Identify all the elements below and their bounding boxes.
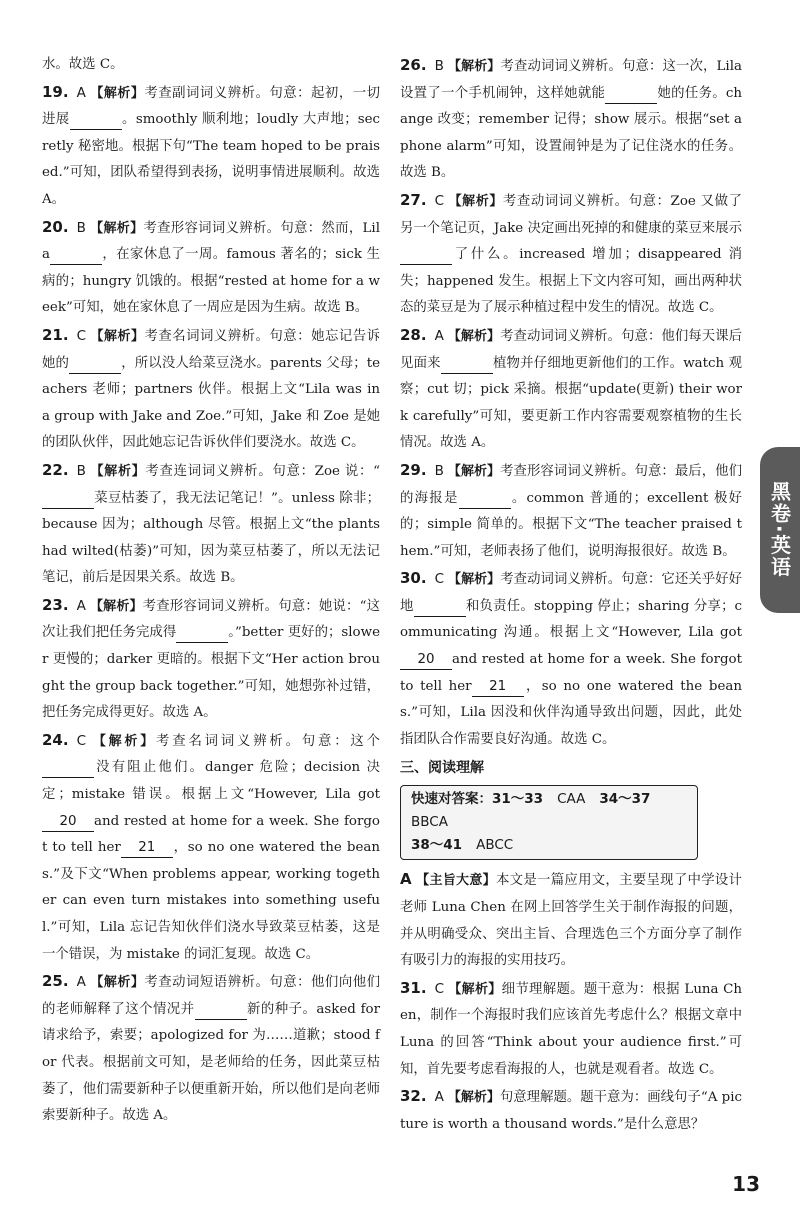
answer-blank xyxy=(400,246,452,265)
blank-21: 21 xyxy=(121,839,173,858)
answer-blank xyxy=(50,246,102,265)
question-25: 25. A 【解析】考查动词短语辨析。句意：他们向他们的老师解释了这个情况并 新的种子。asked for 请求给予，索要；apologized for 为……道歉；stood for 代表。根据前文可知，是老师给的任务，因此菜豆枯萎了，他们需要新种子以便重新开始，所以他们是向老师索要新种子。故选 A。 xyxy=(42,972,380,1124)
quick-answer-label: 快速对答案： xyxy=(411,791,492,808)
blank-20: 20 xyxy=(42,813,94,832)
question-32: 32. A 【解析】句意理解题。题干意为：画线句子“A picture is worth a thousand words.”是什么意思？ xyxy=(400,1087,742,1132)
right-column xyxy=(400,52,742,1138)
question-20: 20. B 【解析】考查形容词词义辨析。句意：然而，Lila ，在家休息了一周。famous 著名的；sick 生病的；hungry 饥饿的。根据“rested at home for a week”可知，她在家休息了一周应是因为生病。故选 B。 xyxy=(42,217,380,316)
subject-side-tab: 黑卷·英语 xyxy=(760,447,800,613)
left-column xyxy=(42,52,380,1130)
blank-21: 21 xyxy=(472,678,524,697)
question-26: 26. B 【解析】考查动词词义辨析。句意：这一次，Lila 设置了一个手机闹钟，这样她就能 她的任务。change 改变；remember 记得；show 展示。根据“set a phone alarm”可知，设置闹钟是为了记住浇水的任务。故选 B。 xyxy=(400,56,743,181)
answer-blank xyxy=(42,490,94,509)
page-number: 13 xyxy=(732,1172,760,1196)
answer-blank xyxy=(176,624,228,643)
answer-blank xyxy=(69,355,121,374)
question-29: 29. B 【解析】考查形容词词义辨析。句意：最后，他们的海报是 。common 普通的；excellent 极好的；simple 简单的。根据下文“The teacher praised them.”可知，老师表扬了他们，说明海报很好。故选 B。 xyxy=(400,460,742,559)
answer-blank xyxy=(70,111,122,130)
question-28: 28. A 【解析】考查动词词义辨析。句意：他们每天课后见面来 植物并仔细地更新他们的工作。watch 观察；cut 切；pick 采摘。根据“update(更新) their work carefully”可知，要更新工作内容需要观察植物的生长情况。故选 A。 xyxy=(400,325,742,451)
passage-summary: A 【主旨大意】本文是一篇应用文，主要呈现了中学设计老师 Luna Chen 在网上回答学生关于制作海报的问题，并从明确受众、突出主旨、合理选色三个方面分享了制作有吸引力的海报的实用技巧。 xyxy=(400,870,742,969)
answer-blank xyxy=(459,490,511,509)
question-27: 27. C 【解析】考查动词词义辨析。句意：Zoe 又做了另一个笔记页，Jake 决定画出死掉的和健康的菜豆来展示 了什么。increased 增加；disappeared 消失；happened 发生。根据上下文内容可知，画出两种状态的菜豆是为了展示种植过程中发生的情况。故选 C。 xyxy=(400,190,742,316)
answer-blank xyxy=(195,1001,247,1020)
question-21: 21. C 【解析】考查名词词义辨析。句意：她忘记告诉她的 ，所以没人给菜豆浇水。parents 父母；teachers 老师；partners 伙伴。根据上文“Lila was in a group with Jake and Zoe.”可知，Jake 和 Zoe 是她的团队伙伴，因此她忘记告诉伙伴们要浇水。故选 C。 xyxy=(42,325,381,451)
question-24: 24. C 【解析】考查名词词义辨析。句意：这个 没有阻止他们。danger 危险；decision 决定；mistake 错误。根据上文“However, Lila got20 and rested at home for a week. She forgot to tell her 21 ，so no one watered the beans.”及下文“When problems appear, working together can even turn mistakes into something useful.”可知，Lila 忘记告知伙伴们浇水导致菜豆枯萎，这是一个错误，为 mistake 的词汇复现。故选 C。 xyxy=(42,730,380,962)
q18-continuation: 水。故选 C。 xyxy=(42,57,124,72)
question-31: 31. C 【解析】细节理解题。题干意为：根据 Luna Chen，制作一个海报时我们应该首先考虑什么？根据文章中 Luna 的回答“Think about your audience first.”可知，首先要考虑看海报的人，也就是观看者。故选 C。 xyxy=(400,978,742,1077)
answer-blank xyxy=(42,759,94,778)
question-23: 23. A 【解析】考查形容词词义辨析。句意：她说：“这次让我们把任务完成得 。”better 更好的；slower 更慢的；darker 更暗的。根据下文“Her action brought the group back together.”可知，她想弥补过错，把任务完成得更好。故选 A。 xyxy=(42,595,380,721)
blank-20: 20 xyxy=(400,651,452,670)
answer-blank xyxy=(441,355,493,374)
question-22: 22. B 【解析】考查连词词义辨析。句意：Zoe 说：“ 菜豆枯萎了，我无法记笔记！”。unless 除非；because 因为；although 尽管。根据上文“the plants had wilted(枯萎)”可知，因为菜豆枯萎了，所以无法记笔记，前后是因果关系。故选 B。 xyxy=(42,460,380,586)
section-heading-reading: 三、阅读理解 xyxy=(400,760,484,777)
question-30: 30. C 【解析】考查动词词义辨析。句意：它还关乎好好地 和负责任。stopping 停止；sharing 分享；communicating 沟通。根据上文“However, Lila got20 and rested at home for a week. She forgot to tell her 21 ，so no one watered the beans.”可知，Lila 因没和伙伴沟通导致出问题，因此，此处指团队合作需要良好沟通。故选 C。 xyxy=(400,569,742,747)
answer-blank xyxy=(605,85,657,104)
question-19: 19. A 【解析】考查副词词义辨析。句意：起初，一切进展 。smoothly 顺利地；loudly 大声地；secretly 秘密地。根据下句“The team hoped to be praised.”可知，团队希望得到表扬，说明事情进展顺利。故选 A。 xyxy=(42,82,380,207)
answer-blank xyxy=(414,598,466,617)
quick-answer-box: 快速对答案：31～33 CAA 34～37BBCA 38～41 ABCC xyxy=(400,785,698,860)
